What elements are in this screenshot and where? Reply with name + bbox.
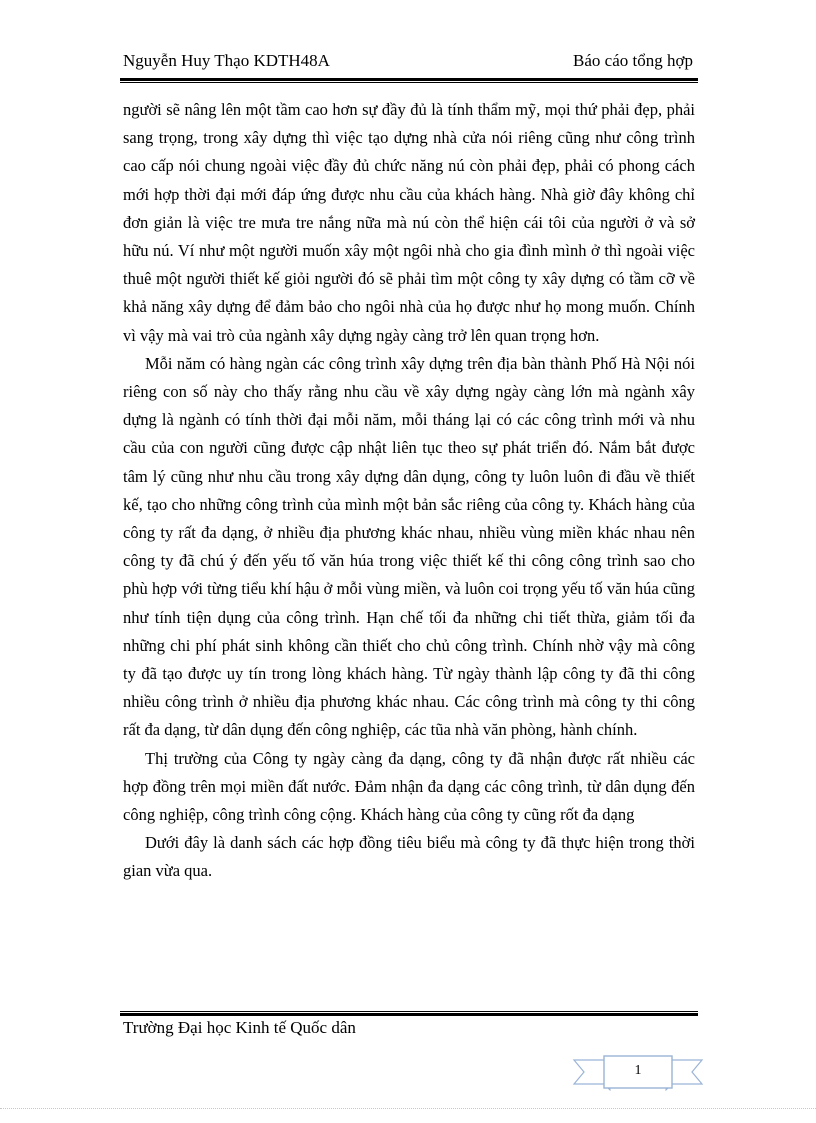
header-author: Nguyễn Huy Thạo KDTH48A xyxy=(123,51,330,70)
page-bottom-edge xyxy=(0,1108,816,1109)
header-report-title: Báo cáo tổng hợp xyxy=(573,51,693,70)
page-header xyxy=(123,50,693,74)
paragraph: Dưới đây là danh sách các hợp đồng tiêu biểu mà công ty đã thực hiện trong thời gian vừa qua. xyxy=(123,833,695,881)
paragraph: Thị trường của Công ty ngày càng đa dạng, công ty đã nhận được rất nhiều các hợp đồng trên mọi miền đất nước. Đảm nhận đa dạng các công trình, từ dân dụng đến công nghiệp, công trình công cộng. Khách hàng của công ty cũng rốt đa dạng xyxy=(123,748,695,825)
footer-divider xyxy=(120,1011,698,1016)
page-number: 1 xyxy=(634,1063,642,1078)
paragraph: người sẽ nâng lên một tầm cao hơn sự đầy đủ là tính thẩm mỹ, mọi thứ phải đẹp, phải sang trọng, trong xây dựng thì việc tạo dựng nhà cửa nói riêng cũng như công trình cao cấp nói chung ngoài việc đầy đủ chức năng nú còn phải đẹp, phải có phong cách mới hợp thời đại mới đáp ứng được nhu cầu của khách hàng. Nhà giờ đây không chỉ đơn giản là việc tre mưa tre nắng nữa mà nú còn thể hiện cái tôi của người ở và sở hữu nú. Ví như một người muốn xây một ngôi nhà cho gia đình mình ở thì ngoài việc thuê một người thiết kế giỏi người đó sẽ phải tìm một công ty xây dựng có tầm cỡ về khả năng xây dựng để đảm bảo cho ngôi nhà của họ được như họ mong muốn. Chính vì vậy mà vai trò của ngành xây dựng ngày càng trở lên quan trọng hơn. xyxy=(123,100,695,345)
document-body xyxy=(123,96,695,886)
footer-university: Trường Đại học Kinh tế Quốc dân xyxy=(123,1018,356,1037)
header-divider xyxy=(120,78,698,83)
paragraph: Mỗi năm có hàng ngàn các công trình xây dựng trên địa bàn thành Phố Hà Nội nói riêng con số này cho thấy rằng nhu cầu về xây dựng ngày càng lớn mà ngành xây dựng là ngành có tính thời đại mỗi năm, mỗi tháng lại có các công trình mới và nhu cầu của con người cũng được cập nhật liên tục theo sự phát triển đó. Nắm bắt được tâm lý cũng như nhu cầu trong xây dựng dân dụng, công ty luôn luôn đi đầu về thiết kế, tạo cho những công trình của mình một bản sắc riêng của công ty. Khách hàng của công ty rất đa dạng, ở nhiều địa phương khác nhau, nhiều vùng miền khác nhau nên công ty đã chú ý đến yếu tố văn húa trong việc thiết kế thi công công trình sao cho phù hợp với từng tiểu khí hậu ở mỗi vùng miền, và luôn coi trọng yếu tố văn húa cũng như tính tiện dụng của công trình. Hạn chế tối đa những chi tiết thừa, giảm tối đa những chi phí phát sinh không cần thiết cho chủ công trình. Chính nhờ vậy mà công ty đã tạo được uy tín trong lòng khách hàng. Từ ngày thành lập công ty đã thi công nhiều công trình ở nhiều địa phương khác nhau. Các công trình mà công ty thi công rất đa dạng, từ dân dụng đến công nghiệp, các tũa nhà văn phòng, hành chính. xyxy=(123,353,695,740)
